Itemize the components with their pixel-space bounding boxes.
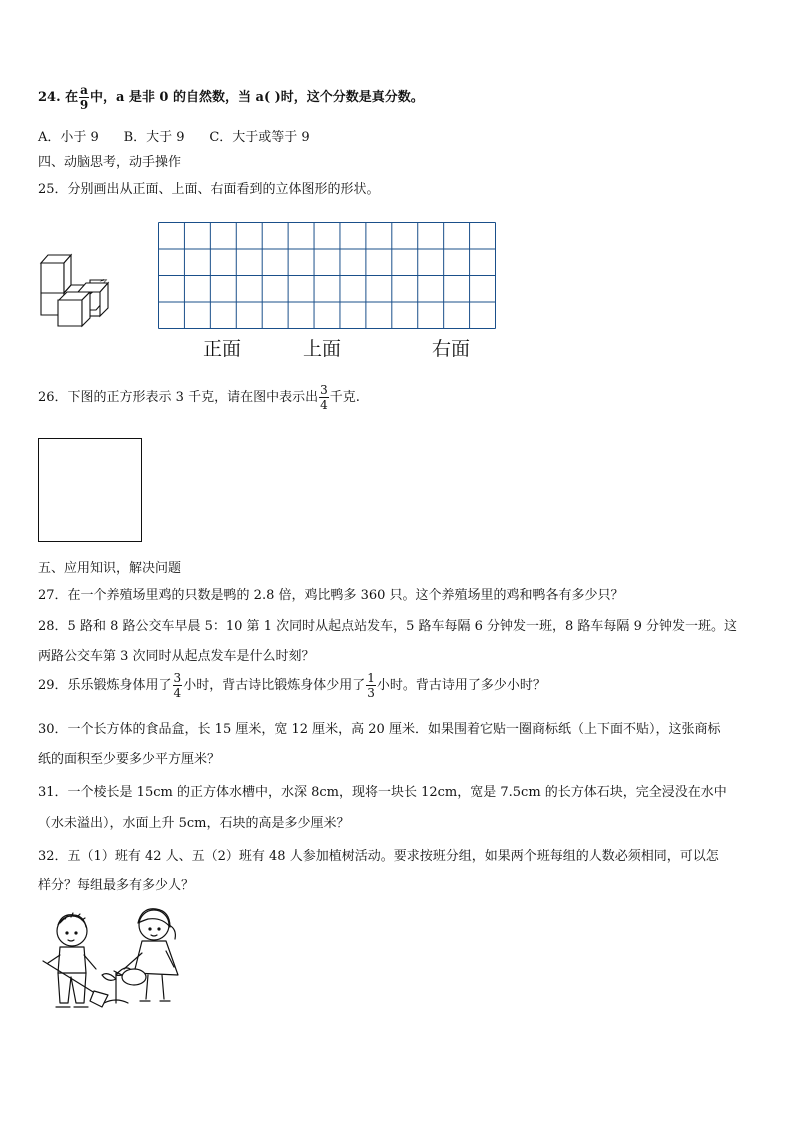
q32-line2: 样分？每组最多有多少人？	[38, 878, 195, 893]
q24-line	[38, 84, 424, 111]
cube-figure	[38, 250, 110, 330]
q26-square[interactable]	[38, 438, 142, 542]
q29-f1-num: 3	[173, 671, 182, 685]
q26-pre: 26．下图的正方形表示 3 千克，请在图中表示出	[38, 390, 319, 405]
q30-line1: 30．一个长方体的食品盒，长 15 厘米，宽 12 厘米，高 20 厘米．如果围着它贴一圈商标纸（上下面不贴），这张商标	[38, 722, 721, 737]
q26-post: 千克.	[329, 390, 360, 405]
q26-frac-den: 4	[320, 398, 328, 412]
q24-frac-num: a	[80, 83, 88, 97]
q26-line	[38, 384, 360, 411]
q31-line2: （水未溢出），水面上升 5cm，石块的高是多少厘米？	[38, 816, 350, 831]
q26-frac-num: 3	[320, 383, 328, 397]
q29-line	[38, 672, 546, 699]
q28-line1: 28．5 路和 8 路公交车早晨 5：10 第 1 次同时从起点站发车，5 路车每隔 6 分钟发一班，8 路车每隔 9 分钟发一班。这	[38, 619, 737, 634]
q26-fraction	[319, 384, 329, 411]
q29-fraction-1	[173, 672, 183, 699]
q28-line2: 两路公交车第 3 次同时从起点发车是什么时刻？	[38, 649, 315, 664]
grid-label-right: 右面	[432, 338, 471, 360]
q29-post: 小时。背古诗用了多少小时？	[376, 678, 546, 693]
q29-f2-num: 1	[367, 671, 375, 685]
children-planting-illustration	[38, 903, 188, 1013]
section4-heading: 四、动脑思考，动手操作	[38, 155, 182, 170]
q24-fraction	[79, 84, 89, 111]
q29-mid: 小时，背古诗比锻炼身体少用了	[183, 678, 366, 693]
q32-line1: 32．五（1）班有 42 人、五（2）班有 48 人参加植树活动。要求按班分组，如果两个班每组的人数必须相同，可以怎	[38, 849, 719, 864]
grid-label-front: 正面	[203, 338, 242, 360]
q31-line1: 31．一个棱长是 15cm 的正方体水槽中，水深 8cm，现将一块长 12cm，宽是 7.5cm 的长方体石块，完全浸没在水中	[38, 785, 727, 800]
q27-text: 27．在一个养殖场里鸡的只数是鸭的 2.8 倍，鸡比鸭多 360 只。这个养殖场里的鸡和鸭各有多少只？	[38, 588, 624, 603]
q24-pre: 在	[65, 90, 79, 105]
section5-heading: 五、应用知识，解决问题	[38, 561, 182, 576]
q29-pre: 29．乐乐锻炼身体用了	[38, 678, 172, 693]
q24-frac-den: 9	[79, 98, 89, 112]
q29-f2-den: 3	[367, 686, 375, 700]
drawing-grid[interactable]	[158, 222, 496, 329]
grid-label-top: 上面	[303, 338, 342, 360]
q24-post: 中，a 是非 0 的自然数，当 a( )时，这个分数是真分数。	[89, 90, 424, 105]
q24-number: 24.	[38, 90, 61, 105]
q25-text: 25．分别画出从正面、上面、右面看到的立体图形的形状。	[38, 182, 380, 197]
q30-line2: 纸的面积至少要多少平方厘米？	[38, 752, 221, 767]
q29-fraction-2	[366, 672, 376, 699]
q29-f1-den: 4	[173, 686, 182, 700]
q24-options: A．小于 9 B．大于 9 C．大于或等于 9	[38, 130, 310, 145]
